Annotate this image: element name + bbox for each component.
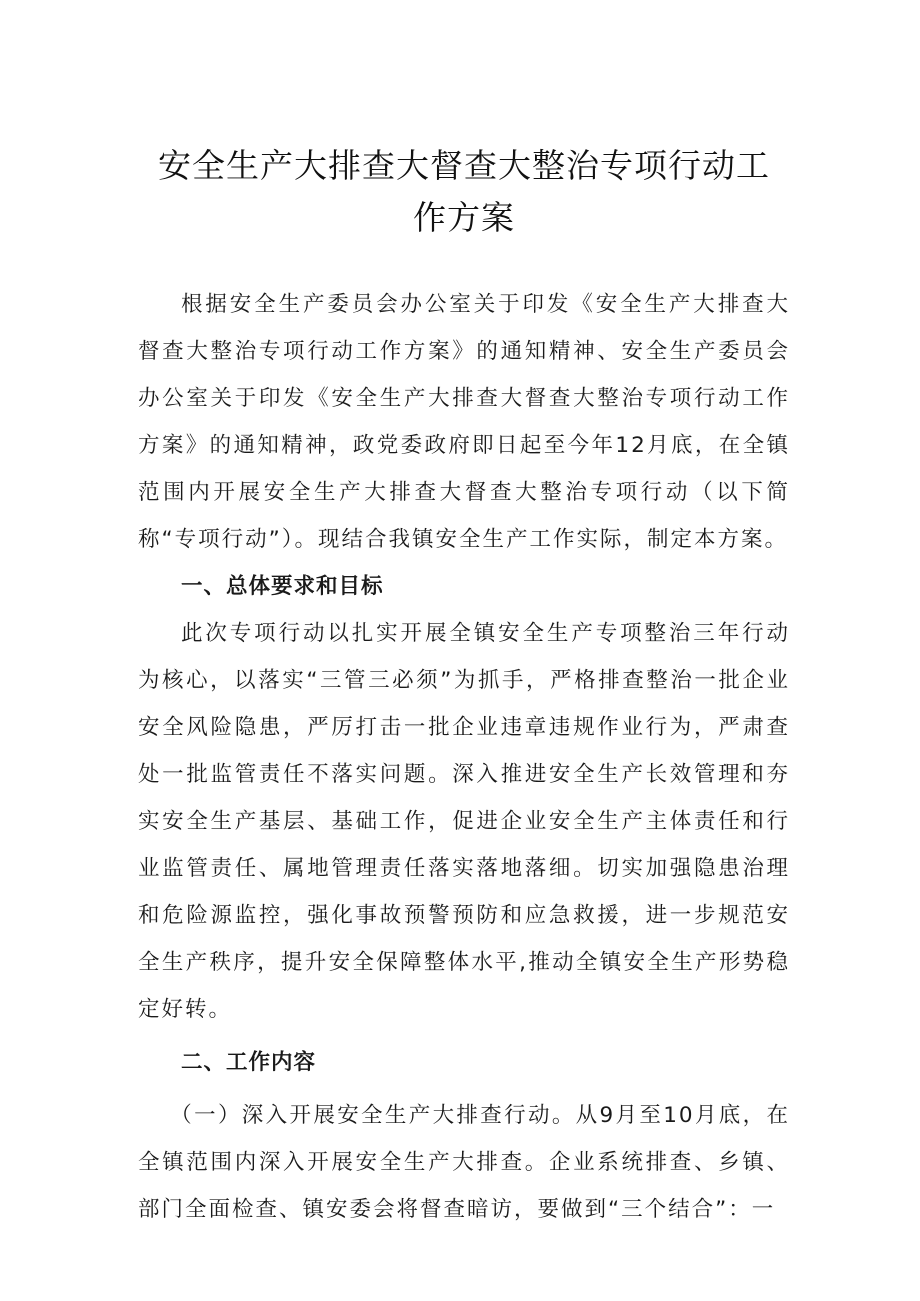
title-line-2: 作方案 bbox=[413, 198, 515, 237]
title-line-1: 安全生产大排查大督查大整治专项行动工 bbox=[158, 146, 770, 185]
section-1-heading: 一、总体要求和目标 bbox=[181, 574, 384, 599]
document-title bbox=[138, 140, 790, 244]
section-2-heading: 二、工作内容 bbox=[181, 1050, 317, 1075]
intro-paragraph: 根据安全生产委员会办公室关于印发《安全生产大排查大督查大整治专项行动工作方案》的通知精神、安全生产委员会办公室关于印发《安全生产大排查大督查大整治专项行动工作方案》的通知精神，政党委政府即日起至今年12月底，在全镇范围内开展安全生产大排查大督查大整治专项行动（以下简称“专项行动”）。现结合我镇安全生产工作实际，制定本方案。 bbox=[138, 292, 790, 552]
section-1-paragraph: 此次专项行动以扎实开展全镇安全生产专项整治三年行动为核心，以落实“三管三必须”为抓手，严格排查整治一批企业安全风险隐患，严厉打击一批企业违章违规作业行为，严肃查处一批监管责任不落实问题。深入推进安全生产长效管理和夯实安全生产基层、基础工作，促进企业安全生产主体责任和行业监管责任、属地管理责任落实落地落细。切实加强隐患治理和危险源监控，强化事故预警预防和应急救援，进一步规范安全生产秩序，提升安全保障整体水平,推动全镇安全生产形势稳定好转。 bbox=[138, 621, 790, 1022]
section-2-item-1-paragraph: （一）深入开展安全生产大排查行动。从9月至10月底，在全镇范围内深入开展安全生产大排查。企业系统排查、乡镇、部门全面检查、镇安委会将督查暗访，要做到“三个结合”：一 bbox=[138, 1103, 790, 1222]
document-body bbox=[138, 281, 790, 1233]
